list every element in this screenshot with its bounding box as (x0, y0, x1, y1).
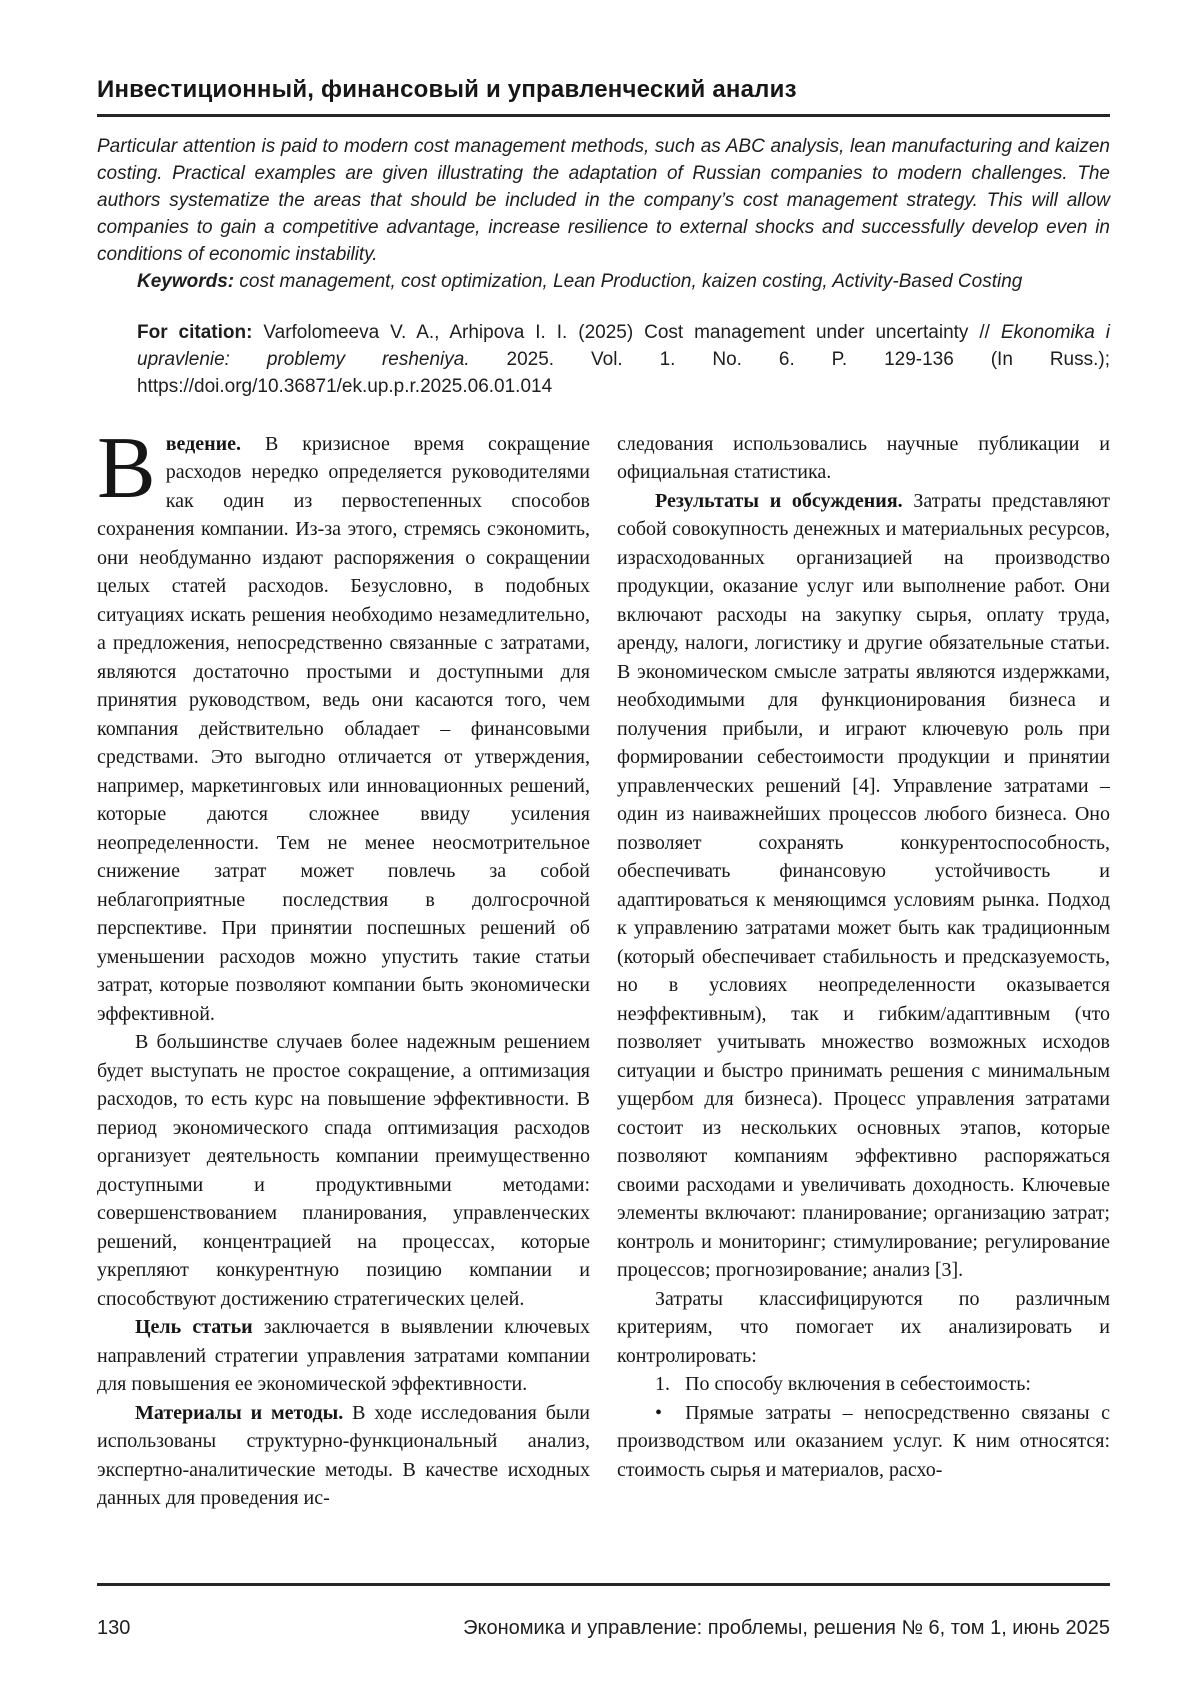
page-content (97, 0, 1110, 1513)
list-item-cost-inclusion (617, 1370, 1110, 1399)
materials-methods-text: В ходе исследования были использованы структурно-функциональный анализ, экспертно-аналитические методы. В качестве исходных данных для проведения ис- (97, 1401, 590, 1510)
paragraph-continuation (617, 430, 1110, 487)
goal-text: заключается в выявлении ключевых направлений стратегии управления затратами компании для повышения ее экономической эффективности. (97, 1316, 590, 1396)
left-column (97, 430, 590, 1513)
introduction-text: В кризисное время сокращение расходов нередко определяется руководителями как один из первостепенных способов сохранения компании. Из-за этого, стремясь сэкономить, они необдуманно издают распоряжения о сокращении целых статей расходов. Безусловно, в подобных ситуациях искать решения необходимо незамедлительно, а предложения, непосредственно связанные с затратами, являются достаточно простыми и доступными для принятия руководством, ведь они касаются того, чем компания действительно обладает – финансовыми средствами. Это выгодно отличается от утверждения, например, маркетинговых или инновационных решений, которые даются сложнее ввиду усиления неопределенности. Тем не менее неосмотрительное снижение затрат может повлечь за собой неблагоприятные последствия в долгосрочной перспективе. При принятии поспешных решений об уменьшении расходов можно упустить такие статьи затрат, которые позволяют компании быть экономически эффективной. (97, 432, 590, 1025)
paragraph-goal (97, 1313, 590, 1399)
results-text: Затраты представляют собой совокупность денежных и материальных ресурсов, израсходованных организацией на производство продукции, оказание услуг или выполнение работ. Они включают расходы на закупку сырья, оплату труда, аренду, налоги, логистику и другие обязательные статьи. В экономическом смысле затраты являются издержками, необходимыми для функционирования бизнеса и получения прибыли, и играют ключевую роль при формировании себестоимости продукции и принятии управленческих решений [4]. Управление затратами – один из наиважнейших процессов любого бизнеса. Оно позволяет сохранять конкурентоспособность, обеспечивать финансовую устойчивость и адаптироваться к меняющимся условиям рынка. Подход к управлению затратами может быть как традиционным (который обеспечивает стабильность и предсказуемость, но в условиях неопределенности оказывается неэффективным), так и гибким/адаптивным (что позволяет учитывать множество возможных исходов ситуации и быстро принимать решения с минимальным ущербом для бизнеса). Процесс управления затратами состоит из нескольких основных этапов, которые позволяют компаниям эффективно распоряжаться своими расходами и увеличивать доходность. Ключевые элементы включают: планирование; организацию затрат; контроль и мониторинг; стимулирование; регулирование процессов; прогнозирование; анализ [3]. (617, 489, 1110, 1282)
abstract-text: Particular attention is paid to modern cost management methods, such as ABC analysis, lean manufacturing and kaizen costing. Practical examples are given illustrating the adaptation of Russian companies to modern challenges. The authors systematize the areas that should be included in the company’s cost management strategy. This will allow companies to gain a competitive advantage, increase resilience to external shocks and successfully develop even in conditions of economic instability. (97, 135, 1110, 265)
optimization-text: В большинстве случаев более надежным решением будет выступать не простое сокращение, а оптимизация расходов, то есть курс на повышение эффективности. В период экономического спада оптимизация расходов организует деятельность компании преимущественно доступными и продуктивными методами: совершенствованием планирования, управленческих решений, концентрацией на процессах, которые укрепляют конкурентную позицию компании и способствуют достижению стратегических целей. (97, 1031, 590, 1310)
footer (97, 1617, 1110, 1640)
continuation-text: следования использовались научные публикации и официальная статистика. (617, 432, 1110, 484)
keywords-line (97, 268, 1110, 295)
header-rule (97, 114, 1110, 117)
paragraph-optimization (97, 1028, 590, 1313)
materials-methods-heading: Материалы и методы. (135, 1401, 353, 1424)
section-title: Инвестиционный, финансовый и управленческий анализ (97, 76, 797, 103)
paragraph-materials-methods (97, 1399, 590, 1513)
body-columns (97, 430, 1110, 1513)
citation-journal-name: Ekonomika i upravlenie: problemy resheniya. (137, 321, 1110, 370)
direct-costs-text: • Прямые затраты – непосредственно связаны с производством или оказанием услуг. К ним относятся: стоимость сырья и материалов, расхо- (617, 1401, 1110, 1481)
citation-text-before: Varfolomeeva V. A., Arhipova I. I. (2025) Cost management under uncertainty // (263, 321, 1001, 343)
journal-title-footer: Экономика и управление: проблемы, решения № 6, том 1, июнь 2025 (463, 1617, 1110, 1639)
introduction-heading: ведение. (165, 432, 265, 455)
classification-text: Затраты классифицируются по различным критериям, что помогает их анализировать и контролировать: (617, 1287, 1110, 1367)
citation-label: For citation: (137, 321, 253, 343)
results-heading: Результаты и обсуждения. (655, 489, 914, 512)
paragraph-results (617, 487, 1110, 1285)
cost-inclusion-text: 1. По способу включения в себестоимость: (655, 1373, 1031, 1396)
goal-heading: Цель статьи (135, 1316, 264, 1339)
dropcap-letter: В (97, 429, 156, 517)
paragraph-classification (617, 1285, 1110, 1371)
citation-block (137, 319, 1110, 400)
footer-rule (97, 1583, 1110, 1586)
citation-text-after: 2025. Vol. 1. No. 6. P. 129-136 (In Russ.); https://doi.org/10.36871/ek.up.p.r.2025.06.01.014 (137, 348, 1110, 397)
page-number: 130 (97, 1617, 131, 1639)
right-column (617, 430, 1110, 1513)
paragraph-introduction (97, 430, 590, 1029)
keywords-label: Keywords: (137, 270, 235, 292)
keywords-text: cost management, cost optimization, Lean Production, kaizen costing, Activity-Based Costing (239, 270, 1023, 292)
list-item-direct-costs (617, 1399, 1110, 1485)
